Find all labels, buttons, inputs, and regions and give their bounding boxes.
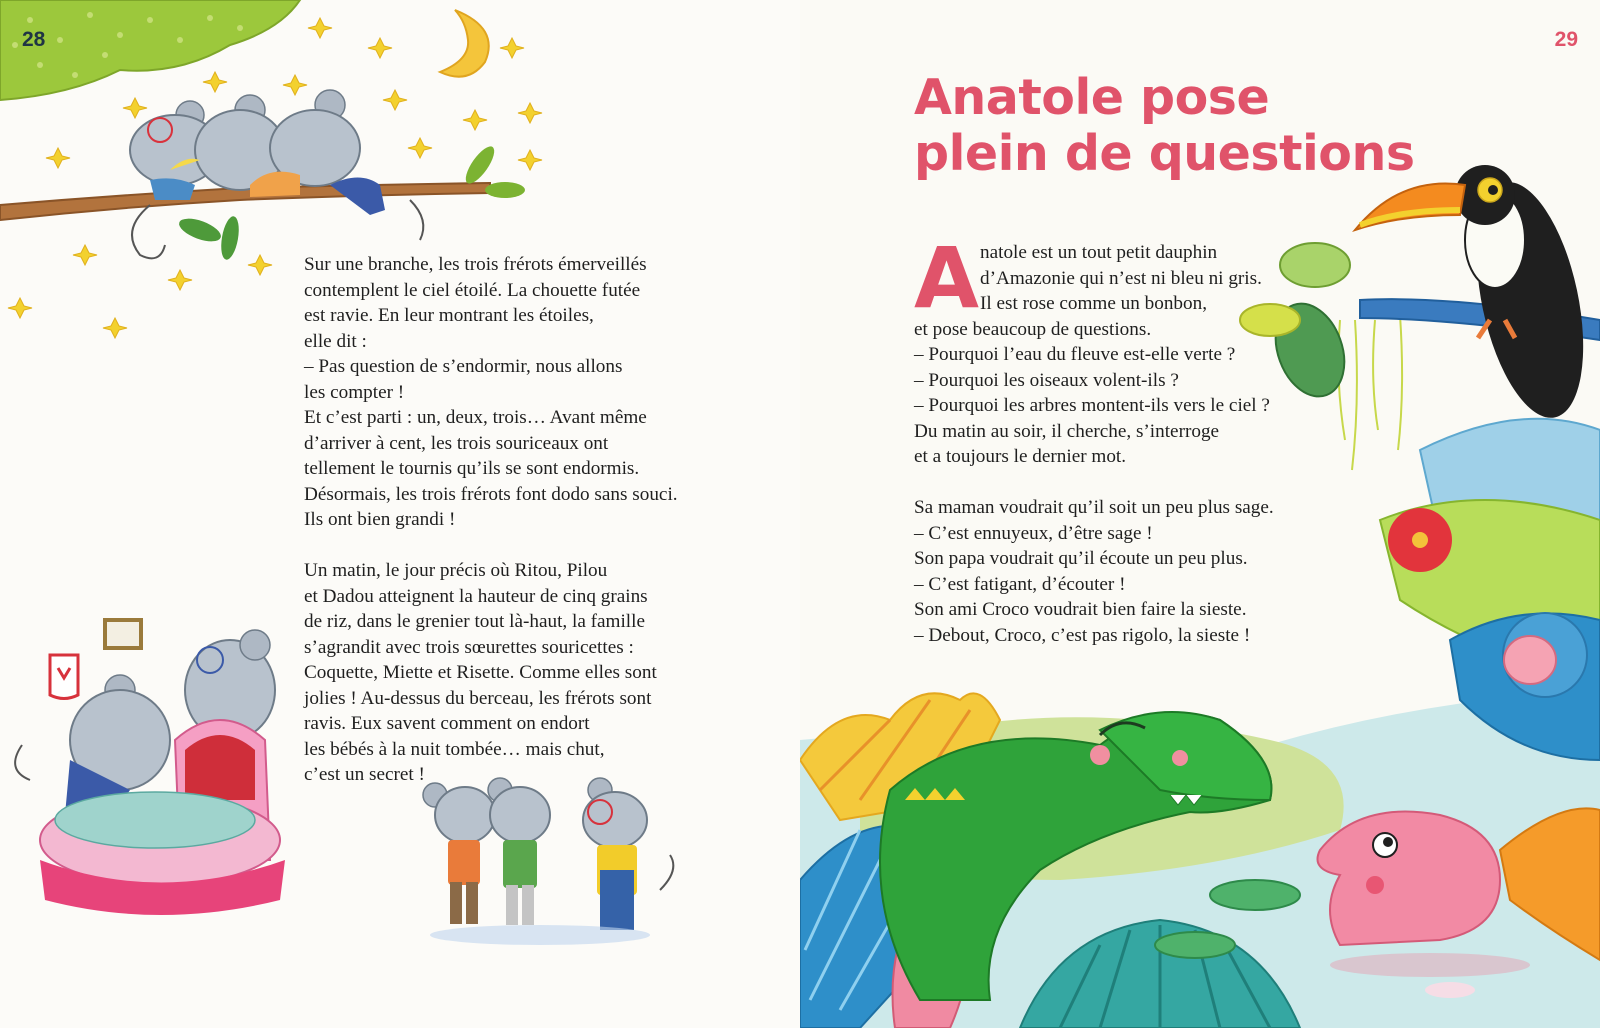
toucan-illustration bbox=[1355, 165, 1600, 427]
right-page bbox=[800, 0, 1600, 1028]
text-line: d’arriver à cent, les trois souriceaux ont bbox=[304, 432, 609, 454]
text-line: et a toujours le dernier mot. bbox=[914, 446, 1127, 467]
text-line: – C’est ennuyeux, d’être sage ! bbox=[914, 522, 1153, 544]
text-line: Sur une branche, les trois frérots émerveillés bbox=[304, 254, 647, 275]
page-number-left: 28 bbox=[22, 28, 46, 51]
text-line: Ils ont bien grandi ! bbox=[304, 509, 456, 530]
text-line: – Pourquoi les arbres montent-ils vers le ciel ? bbox=[914, 395, 1270, 416]
text-line: de riz, dans le grenier tout là-haut, la famille bbox=[304, 611, 645, 632]
right-story-text bbox=[914, 229, 1274, 648]
text-line: c’est un secret ! bbox=[304, 764, 425, 785]
sleeping-mice-illustration bbox=[130, 90, 385, 215]
text-line: tellement le tournis qu’ils se sont endormis. bbox=[304, 458, 640, 479]
text-line: Son papa voudrait qu’il écoute un peu plus. bbox=[914, 548, 1248, 569]
text-line: Et c’est parti : un, deux, trois… Avant même bbox=[304, 407, 647, 428]
text-line: – Pourquoi l’eau du fleuve est-elle verte ? bbox=[914, 344, 1236, 365]
text-line: contemplent le ciel étoilé. La chouette futée bbox=[304, 279, 641, 301]
page-number-right: 29 bbox=[1554, 28, 1578, 51]
three-mice-illustration bbox=[423, 778, 673, 945]
text-line: elle dit : bbox=[304, 330, 367, 352]
text-line: d’Amazonie qui n’est ni bleu ni gris. bbox=[980, 267, 1262, 289]
mouse-family-cradle-illustration bbox=[15, 620, 285, 915]
title-line: plein de questions bbox=[914, 125, 1415, 182]
text-line: jolies ! Au-dessus du berceau, les frérots sont bbox=[304, 687, 652, 709]
paragraph-gap bbox=[304, 533, 678, 559]
title-line: Anatole pose bbox=[914, 69, 1270, 126]
text-line: Il est rose comme un bonbon, bbox=[980, 293, 1208, 314]
text-line: et Dadou atteignent la hauteur de cinq grains bbox=[304, 585, 648, 607]
left-story-text bbox=[304, 252, 678, 788]
story-title bbox=[914, 70, 1415, 182]
moon-icon bbox=[440, 10, 489, 77]
text-line: – C’est fatigant, d’écouter ! bbox=[914, 573, 1126, 595]
text-line: – Debout, Croco, c’est pas rigolo, la sieste ! bbox=[914, 624, 1251, 646]
text-line: Coquette, Miette et Risette. Comme elles sont bbox=[304, 662, 657, 683]
text-line: est ravie. En leur montrant les étoiles, bbox=[304, 305, 594, 326]
text-line: les bébés à la nuit tombée… mais chut, bbox=[304, 738, 605, 760]
text-line: Son ami Croco voudrait bien faire la sieste. bbox=[914, 599, 1247, 620]
text-line: Du matin au soir, il cherche, s’interroge bbox=[914, 420, 1220, 442]
text-line: ravis. Eux savent comment on endort bbox=[304, 713, 590, 734]
drop-cap: A bbox=[914, 229, 980, 327]
text-line: s’agrandit avec trois sœurettes souricettes : bbox=[304, 636, 634, 658]
text-line: – Pourquoi les oiseaux volent-ils ? bbox=[914, 369, 1179, 391]
text-line: Un matin, le jour précis où Ritou, Pilou bbox=[304, 560, 608, 581]
text-line: natole est un tout petit dauphin bbox=[980, 242, 1218, 263]
text-line: Désormais, les trois frérots font dodo sans souci. bbox=[304, 483, 678, 505]
text-line: et pose beaucoup de questions. bbox=[914, 318, 1152, 340]
paragraph-gap bbox=[914, 470, 1274, 496]
text-line: – Pas question de s’endormir, nous allons bbox=[304, 356, 623, 377]
text-line: les compter ! bbox=[304, 381, 405, 403]
hibiscus-flower-icon bbox=[1388, 508, 1452, 572]
text-line: Sa maman voudrait qu’il soit un peu plus sage. bbox=[914, 497, 1274, 518]
